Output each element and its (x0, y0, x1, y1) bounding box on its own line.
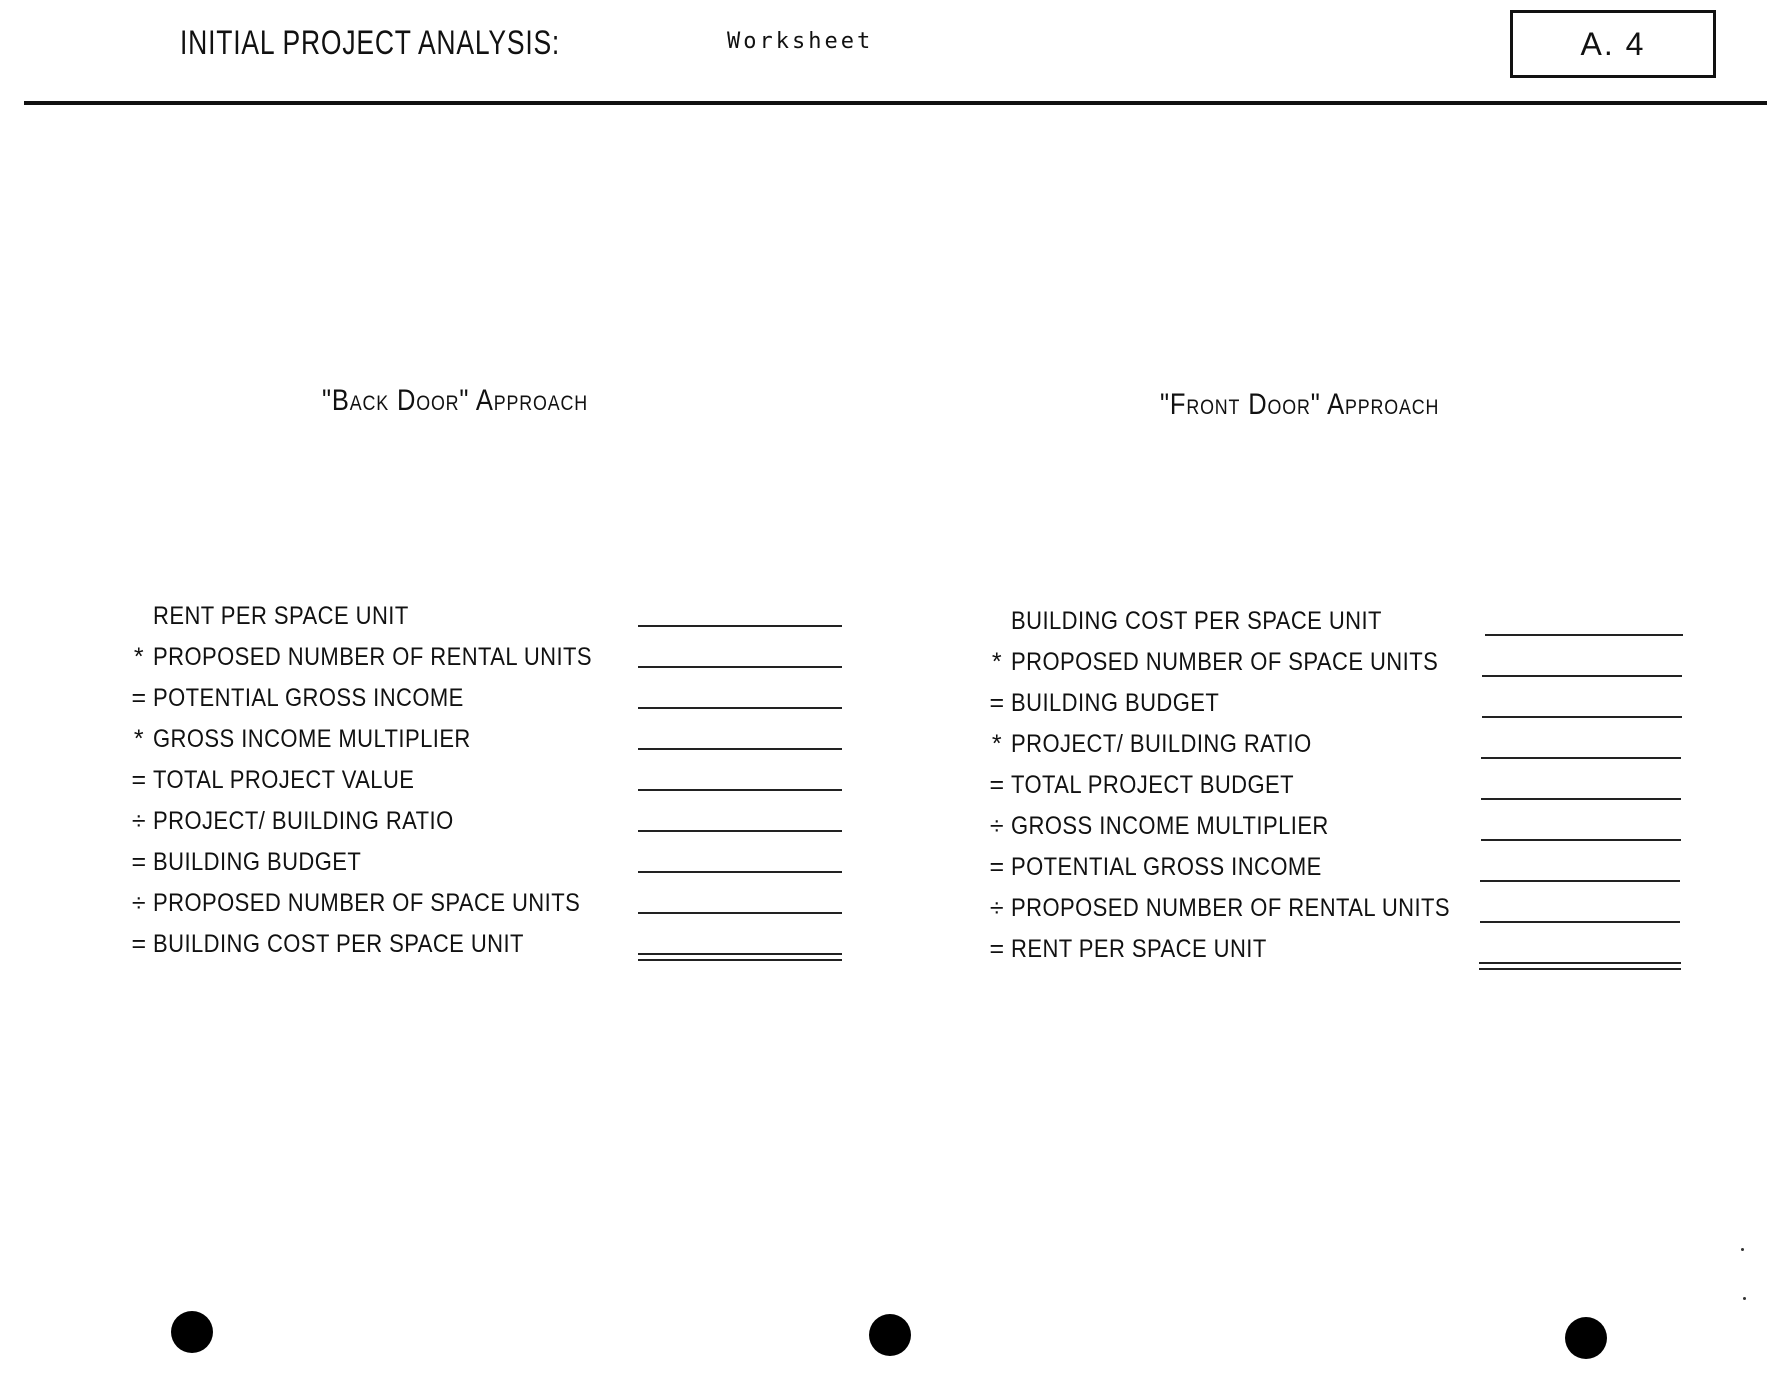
front-door-row (983, 768, 1333, 802)
operator-symbol: ÷ (989, 811, 1005, 840)
row-label: PROPOSED NUMBER OF SPACE UNITS (153, 888, 581, 917)
operator-symbol: ÷ (131, 806, 147, 835)
answer-line[interactable] (1481, 798, 1681, 800)
operator-symbol: = (131, 929, 147, 958)
back-door-row (125, 640, 652, 674)
header-divider (24, 101, 1767, 105)
worksheet-subtitle: Worksheet (727, 29, 874, 54)
answer-line[interactable] (1480, 921, 1680, 923)
front-door-row (983, 686, 1248, 720)
answer-line[interactable] (638, 707, 842, 709)
back-door-row (125, 599, 444, 633)
back-door-row (125, 886, 638, 920)
operator-symbol: = (131, 765, 147, 794)
row-label: RENT PER SPACE UNIT (153, 601, 409, 630)
row-label: PROJECT/ BUILDING RATIO (1011, 729, 1312, 758)
answer-line[interactable] (1485, 634, 1683, 636)
answer-line[interactable] (1482, 716, 1682, 718)
row-label: TOTAL PROJECT BUDGET (1011, 770, 1295, 799)
operator-symbol: * (991, 729, 1003, 758)
row-label: BUILDING COST PER SPACE UNIT (153, 929, 524, 958)
total-answer-line[interactable] (638, 953, 842, 961)
operator-symbol: = (131, 683, 147, 712)
back-door-row (125, 681, 506, 715)
row-label: BUILDING BUDGET (153, 847, 362, 876)
row-label: PROJECT/ BUILDING RATIO (153, 806, 454, 835)
back-door-row (125, 845, 390, 879)
back-door-row (125, 804, 495, 838)
row-label: POTENTIAL GROSS INCOME (1011, 852, 1322, 881)
answer-line[interactable] (638, 625, 842, 627)
operator-symbol: * (133, 724, 145, 753)
binder-hole-right (1565, 1317, 1607, 1359)
page-code: A. 4 (1580, 25, 1646, 62)
scan-speck (1743, 1297, 1746, 1300)
operator-symbol: ÷ (989, 893, 1005, 922)
back-door-row (125, 722, 514, 756)
operator-symbol: = (989, 688, 1005, 717)
answer-line[interactable] (638, 830, 842, 832)
binder-hole-center (869, 1314, 911, 1356)
scan-speck (1741, 1248, 1744, 1251)
operator-symbol: ÷ (131, 888, 147, 917)
back-door-row (125, 763, 450, 797)
answer-line[interactable] (1482, 675, 1682, 677)
answer-line[interactable] (638, 666, 842, 668)
row-label: BUILDING BUDGET (1011, 688, 1220, 717)
row-label: GROSS INCOME MULTIPLIER (153, 724, 471, 753)
row-label: PROPOSED NUMBER OF RENTAL UNITS (153, 642, 593, 671)
answer-line[interactable] (638, 789, 842, 791)
answer-line[interactable] (638, 748, 842, 750)
front-door-row (983, 891, 1510, 925)
front-door-row (983, 645, 1496, 679)
answer-line[interactable] (638, 912, 842, 914)
worksheet-title: INITIAL PROJECT ANALYSIS: (180, 24, 561, 62)
front-door-row (983, 604, 1432, 638)
operator-symbol: = (989, 934, 1005, 963)
front-door-row (983, 850, 1364, 884)
operator-symbol: = (131, 847, 147, 876)
row-label: POTENTIAL GROSS INCOME (153, 683, 464, 712)
front-door-row (983, 727, 1353, 761)
answer-line[interactable] (1481, 839, 1681, 841)
answer-line[interactable] (1481, 757, 1681, 759)
back-door-row (125, 927, 574, 961)
row-label: PROPOSED NUMBER OF SPACE UNITS (1011, 647, 1439, 676)
binder-hole-left (171, 1311, 213, 1353)
operator-symbol: * (991, 647, 1003, 676)
operator-symbol: * (133, 642, 145, 671)
row-label: BUILDING COST PER SPACE UNIT (1011, 606, 1382, 635)
row-label: RENT PER SPACE UNIT (1011, 934, 1267, 963)
operator-symbol: = (989, 770, 1005, 799)
front-door-row (983, 932, 1302, 966)
row-label: GROSS INCOME MULTIPLIER (1011, 811, 1329, 840)
back-door-heading: "Back Door" Approach (322, 384, 588, 417)
operator-symbol: = (989, 852, 1005, 881)
front-door-heading: "Front Door" Approach (1160, 388, 1440, 421)
page-code-box (1510, 10, 1716, 78)
front-door-row (983, 809, 1372, 843)
total-answer-line[interactable] (1479, 962, 1681, 970)
row-label: PROPOSED NUMBER OF RENTAL UNITS (1011, 893, 1451, 922)
answer-line[interactable] (638, 871, 842, 873)
answer-line[interactable] (1480, 880, 1680, 882)
row-label: TOTAL PROJECT VALUE (153, 765, 415, 794)
